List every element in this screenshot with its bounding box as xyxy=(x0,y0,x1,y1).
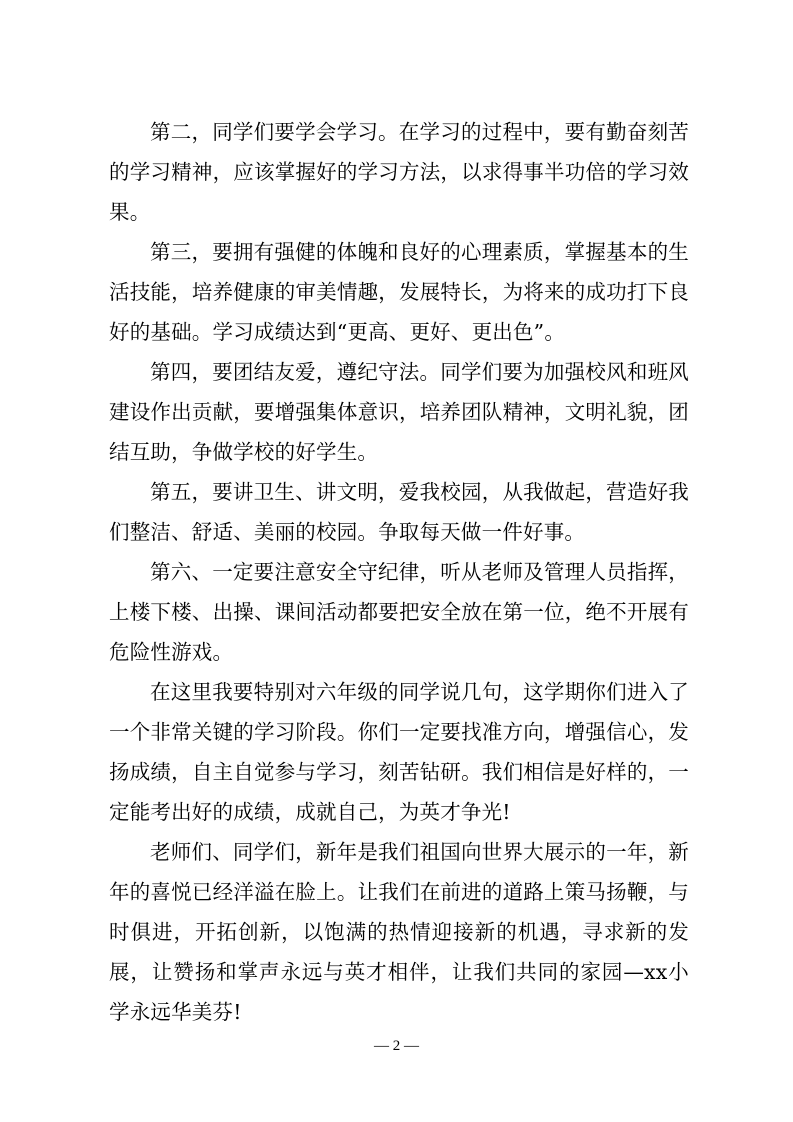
paragraph-grade-six-message: 在这里我要特别对六年级的同学说几句，这学期你们进入了一个非常关键的学习阶段。你们一定要找准方向，增强信心，发扬成绩，自主自觉参与学习，刻苦钻研。我们相信是好样的，一定能考出好的成绩，成就自己，为英才争光! xyxy=(109,680,689,824)
paragraph-point-five: 第五，要讲卫生、讲文明，爱我校园，从我做起，营造好我们整洁、舒适、美丽的校园。争取每天做一件好事。 xyxy=(109,480,689,544)
page-number: — 2 — xyxy=(374,1038,419,1054)
paragraph-closing: 老师们、同学们，新年是我们祖国向世界大展示的一年，新年的喜悦已经洋溢在脸上。让我们在前进的道路上策马扬鞭，与时俱进，开拓创新，以饱满的热情迎接新的机遇，寻求新的发展，让赞扬和掌声永远与英才相伴，让我们共同的家园—xx小学永远华美芬! xyxy=(109,840,689,1024)
paragraph-point-six: 第六、一定要注意安全守纪律，听从老师及管理人员指挥，上楼下楼、出操、课间活动都要把安全放在第一位，绝不开展有危险性游戏。 xyxy=(109,560,689,664)
paragraph-point-three: 第三，要拥有强健的体魄和良好的心理素质，掌握基本的生活技能，培养健康的审美情趣，发展特长，为将来的成功打下良好的基础。学习成绩达到“更高、更好、更出色”。 xyxy=(109,240,689,344)
paragraph-point-two: 第二，同学们要学会学习。在学习的过程中，要有勤奋刻苦的学习精神，应该掌握好的学习方法，以求得事半功倍的学习效果。 xyxy=(109,120,689,224)
document-body xyxy=(109,112,689,1032)
paragraph-point-four: 第四，要团结友爱，遵纪守法。同学们要为加强校风和班风建设作出贡献，要增强集体意识，培养团队精神，文明礼貌，团结互助，争做学校的好学生。 xyxy=(109,360,689,464)
